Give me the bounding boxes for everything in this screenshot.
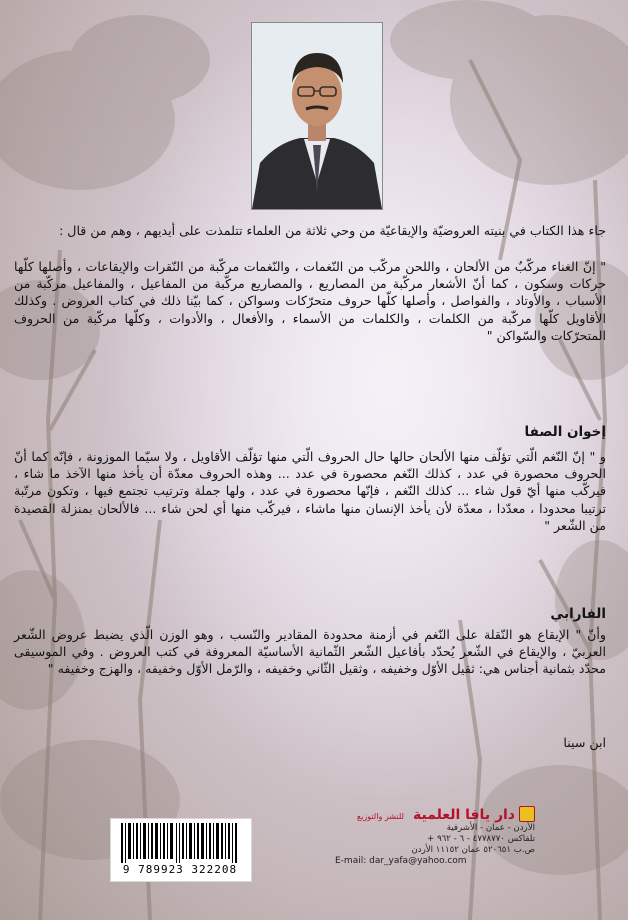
author-photo	[251, 22, 383, 210]
publisher-subtitle: للنشر والتوزيع	[356, 812, 404, 821]
publisher-name: دار يافا العلمية	[413, 807, 515, 823]
publisher-address: الأردن - عمان - الأشرفية	[446, 823, 535, 833]
intro-paragraph: جاء هذا الكتاب في بنيته العروضيّة والإيقاعيّة من وحي ثلاثة من العلماء تتلمذت على أيديهم ، وهم من قال :	[59, 223, 606, 238]
quote-al-farabi: و " إنّ النّغم الّتي تؤلّف منها الألحان حالها حال الحروف الّتي منها تؤلّف الأقاويل ، ولا سيّما الموزونة ، فإنّه كما أنّ الحروف محصورة في عدد ، كذلك النّغم محصورة في عدد ... وهذه الحروف معدّة أن يأخذ منها الآخذ ما شاء ، فيركّب منها أيّ قول شاء ... كذلك النّغم ، فإنّها محصورة في عدد ، ولها جملة وترتيب تجتمع فيها ، وتكون مرتّبة ترتيبا محدودا ، معدّدا ، معدّة لأن يأخذ الإنسان منها ماشاء ، فيركّب منها أي لحن شاء ... فالألحان بمنزلة القصيدة من الشّعر "	[14, 449, 606, 533]
publisher-email: E-mail: dar_yafa@yahoo.com	[335, 856, 467, 866]
publisher-po-box: ص.ب ٥٢٠٦٥١ عمان ١١١٥٢ الأردن	[411, 845, 535, 855]
publisher-block	[335, 804, 535, 874]
author-signature-ibn-sina: ابن سينا	[563, 735, 606, 750]
quote-ikhwan-al-safa: " إنّ الغناء مركّبٌ من الألحان ، واللحن مركّب من النّغمات ، والنّغمات مركّبة من النّقرات والإيقاعات ، وأصلها كلّها حركات وسكون ، كما أنّ الأشعار مركّبة من المصاريع ، والمصاريع مركّبة من المفاعيل ، والمفاعيل مركّبة من الأسباب ، والأوتاد ، والفواصل ، وأصلها كلّها حروف متحرّكات وسواكن ، كما بيّنا ذلك في كتاب العروض . وكذلك الأقاويل كلّها مركّبة من الكلمات ، والكلمات من الأسماء ، والأفعال ، والأدوات ، وكلّها مركّبة من الحروف المتحرّكات والسّواكن "	[14, 259, 606, 343]
isbn-number: 9 789923 322208	[122, 863, 238, 876]
author-heading-al-farabi: الفارابي	[550, 606, 606, 622]
author-heading-ikhwan-al-safa: إخوان الصفا	[524, 424, 606, 440]
publisher-logo-icon	[519, 806, 535, 822]
publisher-phone: تلفاكس ٤٧٧٨٧٧٠ - ٦ - ٩٦٢ +	[427, 834, 535, 844]
quote-ibn-sina: وأنّ " الإيقاع هو النّقلة على النّغم في أزمنة محدودة المقادير والنّسب ، وهو الوزن الّذي يضبط عروض الشّعر العربيّ ، والإيقاع في الشّعر يُحدّد بأفاعيل الشّعر الثّمانية الأساسيّة المعروفة في كتب العروض . وفي الموسيقى محدّد بثمانية أجناس هي: ثقيل الأوّل وخفيفه ، وثقيل الثّاني وخفيفه ، والرّمل الأوّل وخفيفه ، والهزج وخفيفه "	[14, 627, 606, 677]
